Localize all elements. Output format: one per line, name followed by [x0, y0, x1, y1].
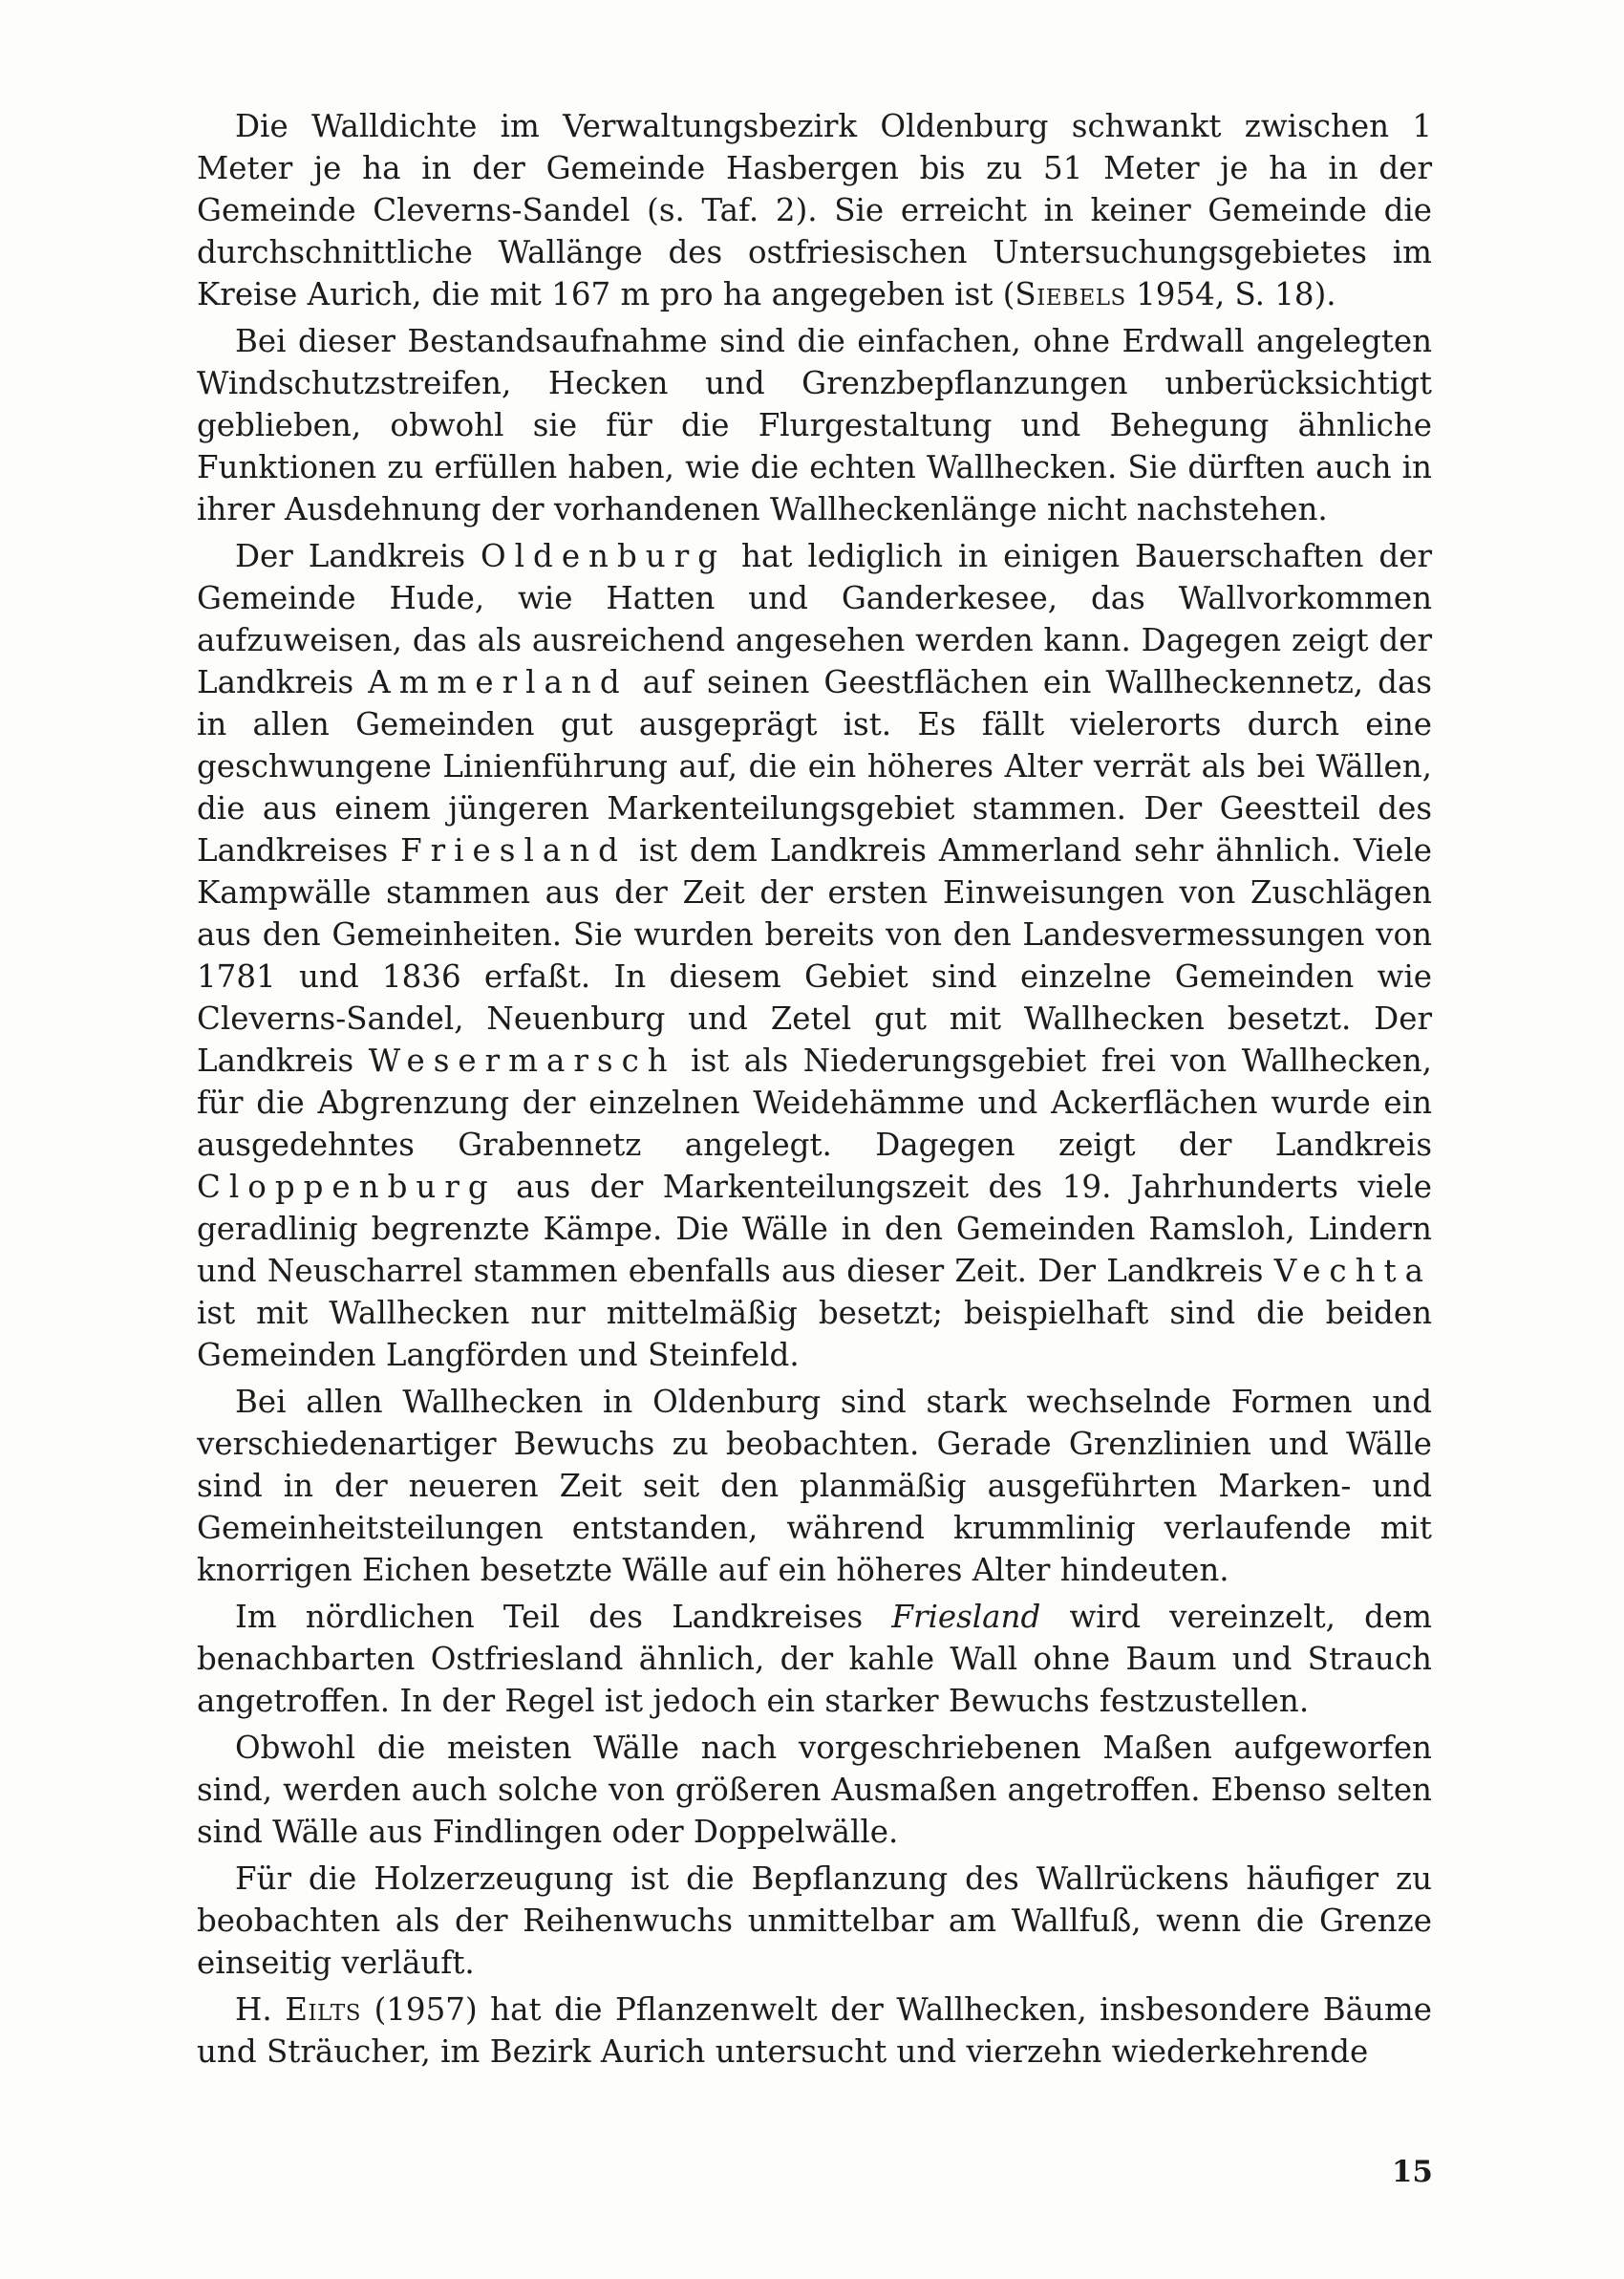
author-citation-eilts: Eilts — [285, 1991, 362, 2028]
paragraph-6 — [197, 1727, 1432, 1853]
district-name-vechta: Vechta — [1273, 1253, 1432, 1289]
italic-friesland: Friesland — [891, 1599, 1041, 1635]
body-text — [197, 105, 1432, 2077]
text-segment: ist dem Landkreis Ammerland sehr ähnlich. Viele Kampwälle stammen aus der Zeit der ersten Einweisungen von Zuschlägen aus den Gemeinheiten. Sie wurden bereits von den Landesvermessungen von 1781 und 1836 erfaßt. In diesem Gebiet sind einzelne Gemeinden wie Cleverns-Sandel, Neuenburg und Zetel gut mit Wallhecken besetzt. Der Landkreis — [197, 832, 1432, 1079]
text-segment: auf seinen Geestflächen ein Wallheckennetz, das in allen Gemeinden gut ausgeprägt ist. Es fällt vielerorts durch eine geschwungene Linienführung auf, die ein höheres Alter verrät als bei Wällen, die aus einem jüngeren Markenteilungsgebiet stammen. Der Geestteil des Landkreises — [197, 664, 1433, 869]
paragraph-3 — [197, 535, 1432, 1376]
text-segment: Für die Holzerzeugung ist die Bepflanzung des Wallrückens häufiger zu beobachten als der Reihenwuchs unmittelbar am Wallfuß, wenn die Grenze einseitig verläuft. — [197, 1860, 1432, 1981]
text-segment: ist als Niederungsgebiet frei von Wallhecken, für die Abgrenzung der einzelnen Weidehämme und Ackerflächen wurde ein ausgedehntes Grabennetz angelegt. Dagegen zeigt der Landkreis — [197, 1043, 1433, 1163]
text-segment: 1954, S. 18). — [1125, 276, 1336, 312]
page-number: 15 — [1391, 2155, 1433, 2189]
text-segment: wird vereinzelt, dem benachbarten Ostfriesland ähnlich, der kahle Wall ohne Baum und Strauch angetroffen. In der Regel ist jedoch ein starker Bewuchs festzustellen. — [197, 1599, 1432, 1719]
text-segment: Die Walldichte im Verwaltungsbezirk Oldenburg schwankt zwischen 1 Meter je ha in der Gemeinde Hasbergen bis zu 51 Meter je ha in der Gemeinde Cleverns-Sandel (s. Taf. 2). Sie erreicht in keiner Gemeinde die durchschnittliche Wallänge des ostfriesischen Untersuchungsgebietes im Kreise Aurich, die mit 167 m pro ha angegeben ist ( — [197, 108, 1432, 312]
paragraph-5 — [197, 1596, 1432, 1722]
text-segment: H. — [235, 1991, 286, 2028]
text-segment: Bei allen Wallhecken in Oldenburg sind stark wechselnde Formen und verschiedenartiger Bewuchs zu beobachten. Gerade Grenzlinien und Wälle sind in der neueren Zeit seit den planmäßig ausgeführten Marken- und Gemeinheitsteilungen entstanden, während krummlinig verlaufende mit knorrigen Eichen besetzte Wälle auf ein höheres Alter hindeuten. — [197, 1384, 1432, 1588]
text-segment: hat lediglich in einigen Bauerschaften der Gemeinde Hude, wie Hatten und Ganderkesee, das Wallvorkommen aufzuweisen, das als ausreichend angesehen werden kann. Dagegen zeigt der Landkreis — [197, 538, 1432, 700]
paragraph-7 — [197, 1858, 1432, 1984]
text-segment: (1957) hat die Pflanzenwelt der Wallhecken, insbesondere Bäume und Sträucher, im Bezirk Aurich untersucht und vierzehn wiederkehrende — [197, 1991, 1432, 2070]
text-segment: Bei dieser Bestandsaufnahme sind die einfachen, ohne Erdwall angelegten Windschutzstreifen, Hecken und Grenzbepflanzungen unberücksichtigt geblieben, obwohl sie für die Flurgestaltung und Behegung ähnliche Funktionen zu erfüllen haben, wie die echten Wallhecken. Sie dürften auch in ihrer Ausdehnung der vorhandenen Wallheckenlänge nicht nachstehen. — [197, 323, 1432, 527]
district-name-ammerland: Ammerland — [368, 664, 629, 700]
district-name-oldenburg: Oldenburg — [480, 538, 727, 574]
text-segment: Der Landkreis — [235, 538, 481, 574]
text-segment: aus der Markenteilungszeit des 19. Jahrhunderts viele geradlinig begrenzte Kämpe. Die Wälle in den Gemeinden Ramsloh, Lindern und Neuscharrel stammen ebenfalls aus dieser Zeit. Der Landkreis — [197, 1169, 1432, 1289]
paragraph-1 — [197, 105, 1432, 315]
text-segment: Im nördlichen Teil des Landkreises — [235, 1599, 892, 1635]
paragraph-2 — [197, 320, 1432, 530]
paragraph-4 — [197, 1381, 1432, 1591]
author-citation-siebels: Siebels — [1015, 276, 1126, 312]
text-segment: ist mit Wallhecken nur mittelmäßig besetzt; beispielhaft sind die beiden Gemeinden Langförden und Steinfeld. — [197, 1295, 1432, 1373]
text-segment: Obwohl die meisten Wälle nach vorgeschriebenen Maßen aufgeworfen sind, werden auch solche von größeren Ausmaßen angetroffen. Ebenso selten sind Wälle aus Findlingen oder Doppelwälle. — [197, 1730, 1432, 1850]
paragraph-8 — [197, 1989, 1432, 2073]
district-name-friesland: Friesland — [400, 832, 627, 869]
district-name-wesermarsch: Wesermarsch — [368, 1043, 676, 1079]
district-name-cloppenburg: Cloppenburg — [197, 1169, 497, 1205]
